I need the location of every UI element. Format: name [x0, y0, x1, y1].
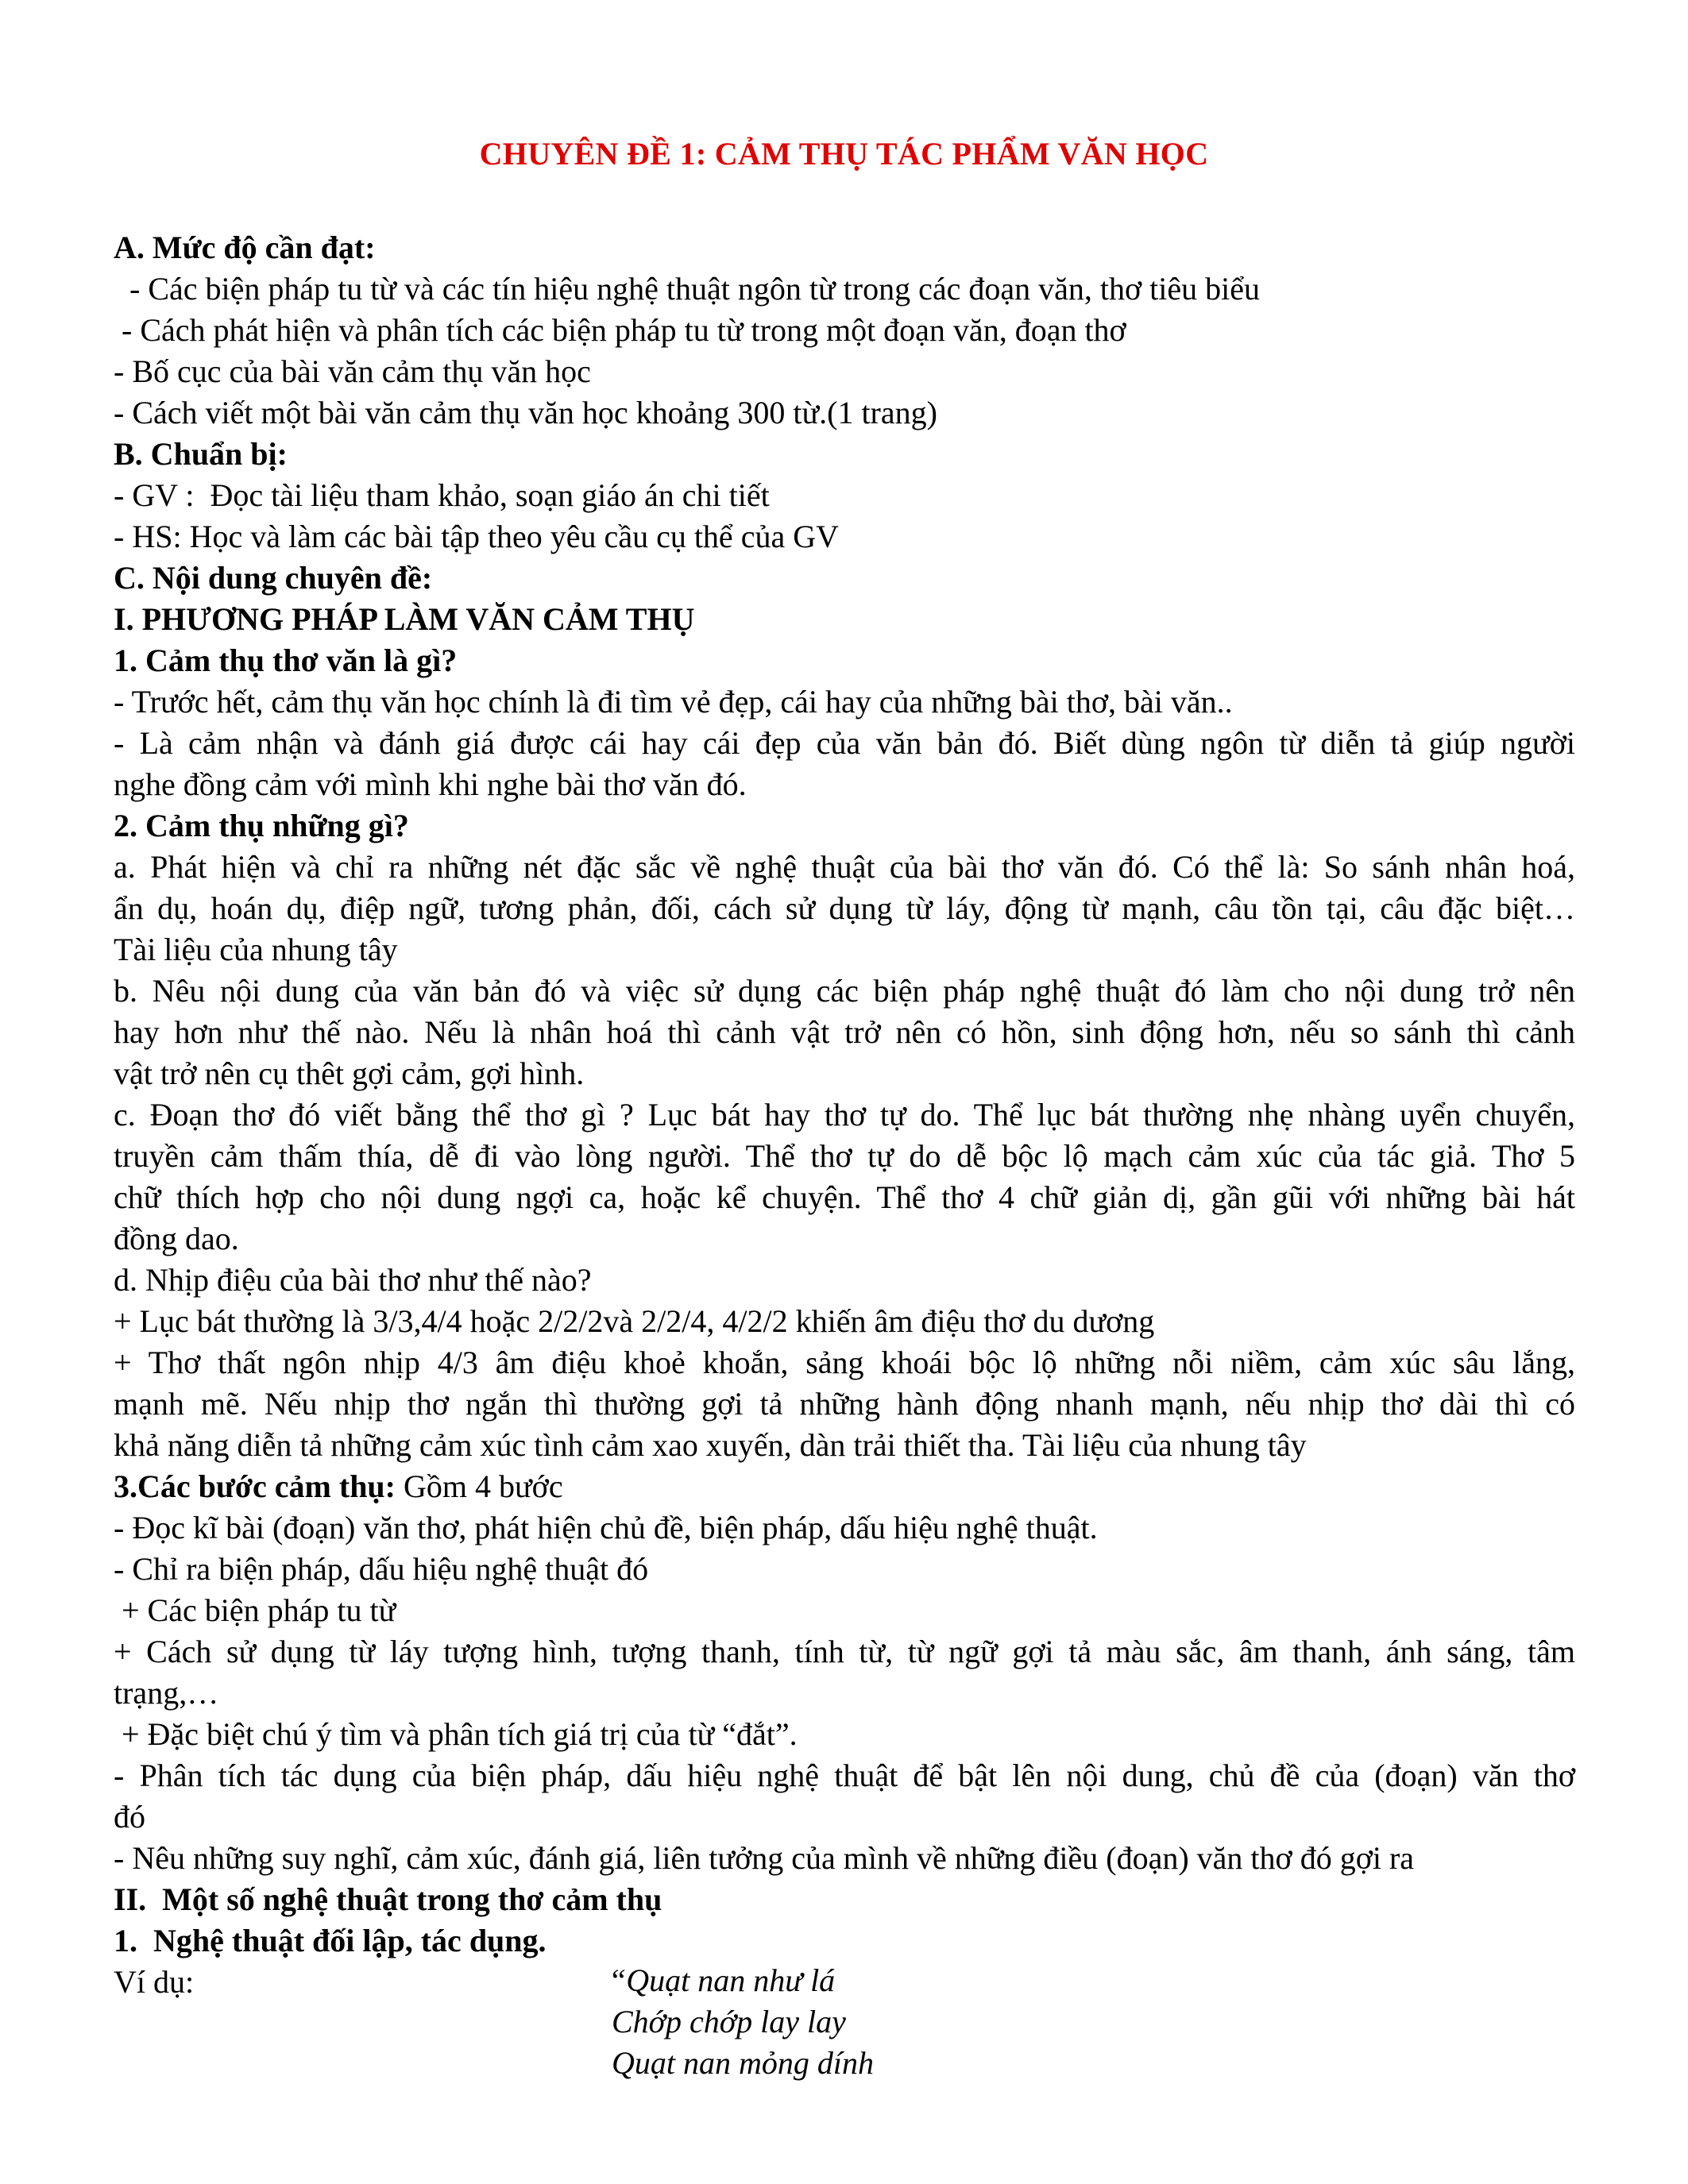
- poem-line: Quạt nan mỏng dính: [612, 2045, 874, 2081]
- section-heading-a: A. Mức độ cần đạt:: [114, 230, 376, 265]
- section-heading-c: C. Nội dung chuyên đề:: [114, 560, 433, 596]
- text-line: a. Phát hiện và chỉ ra những nét đặc sắc về nghệ thuật của bài thơ văn đó. Có thể là: So sánh nhân hoá,: [114, 849, 1575, 885]
- text-line: + Các biện pháp tu từ: [114, 1592, 396, 1628]
- section-heading-ii: II. Một số nghệ thuật trong thơ cảm thụ: [114, 1881, 662, 1917]
- text-line: Tài liệu của nhung tây: [114, 932, 398, 967]
- text-line: b. Nêu nội dung của văn bản đó và việc sử dụng các biện pháp nghệ thuật đó làm cho nội dung trở nên: [114, 973, 1575, 1009]
- text-line: trạng,…: [114, 1675, 219, 1711]
- text-line: - Là cảm nhận và đánh giá được cái hay cái đẹp của văn bản đó. Biết dùng ngôn từ diễn tả giúp người: [114, 725, 1575, 761]
- subsection-heading: 1. Nghệ thuật đối lập, tác dụng.: [114, 1923, 547, 1958]
- text-line: + Thơ thất ngôn nhịp 4/3 âm điệu khoẻ khoắn, sảng khoái bộc lộ những nỗi niềm, cảm xúc sâu lắng,: [114, 1345, 1575, 1380]
- text-line: mạnh mẽ. Nếu nhịp thơ ngắn thì thường gợi tả những hành động nhanh mạnh, nếu nhịp thơ dài thì có: [114, 1386, 1575, 1422]
- steps-heading: 3.Các bước cảm thụ:: [114, 1468, 396, 1504]
- text-line: - Phân tích tác dụng của biện pháp, dấu hiệu nghệ thuật để bật lên nội dung, chủ đề của (đoạn) văn thơ: [114, 1758, 1575, 1793]
- text-line: đó: [114, 1799, 145, 1835]
- text-line: ẩn dụ, hoán dụ, điệp ngữ, tương phản, đối, cách sử dụng từ láy, động từ mạnh, câu tồn tại, câu đặc biệt…: [114, 890, 1575, 926]
- poem-line: “Quạt nan như lá: [608, 1962, 836, 1998]
- text-line: d. Nhịp điệu của bài thơ như thế nào?: [114, 1262, 592, 1298]
- text-line: đồng dao.: [114, 1221, 239, 1256]
- example-label: Ví dụ:: [114, 1964, 195, 2000]
- text-line: + Cách sử dụng từ láy tượng hình, tượng thanh, tính từ, từ ngữ gợi tả màu sắc, âm thanh, ánh sáng, tâm: [114, 1634, 1575, 1669]
- text-line: khả năng diễn tả những cảm xúc tình cảm xao xuyến, dàn trải thiết tha. Tài liệu của nhung tây: [114, 1427, 1307, 1463]
- text-line: - Cách phát hiện và phân tích các biện pháp tu từ trong một đoạn văn, đoạn thơ: [114, 312, 1126, 348]
- poem-line: Chớp chớp lay lay: [612, 2004, 846, 2039]
- subsection-heading: 2. Cảm thụ những gì?: [114, 808, 409, 843]
- text-line: + Đặc biệt chú ý tìm và phân tích giá trị của từ “đắt”.: [114, 1716, 798, 1752]
- text-line: - Đọc kĩ bài (đoạn) văn thơ, phát hiện chủ đề, biện pháp, dấu hiệu nghệ thuật.: [114, 1510, 1098, 1545]
- text-line: - HS: Học và làm các bài tập theo yêu cầu cụ thể của GV: [114, 519, 839, 554]
- text-line: - Chỉ ra biện pháp, dấu hiệu nghệ thuật đó: [114, 1551, 649, 1587]
- text-line: - Cách viết một bài văn cảm thụ văn học khoảng 300 từ.(1 trang): [114, 395, 937, 430]
- text-line: chữ thích hợp cho nội dung ngợi ca, hoặc kể chuyện. Thể thơ 4 chữ giản dị, gần gũi với những bài hát: [114, 1179, 1575, 1215]
- text-line: - Các biện pháp tu từ và các tín hiệu nghệ thuật ngôn từ trong các đoạn văn, thơ tiêu biểu: [114, 271, 1260, 307]
- text-line: hay hơn như thế nào. Nếu là nhân hoá thì cảnh vật trở nên có hồn, sinh động hơn, nếu so sánh thì cảnh: [114, 1014, 1575, 1050]
- text-line: - Nêu những suy nghĩ, cảm xúc, đánh giá, liên tưởng của mình về những điều (đoạn) văn thơ đó gợi ra: [114, 1840, 1415, 1876]
- text-line: c. Đoạn thơ đó viết bằng thể thơ gì ? Lục bát hay thơ tự do. Thể lục bát thường nhẹ nhàng uyển chuyển,: [114, 1097, 1575, 1133]
- steps-count: Gồm 4 bước: [404, 1468, 563, 1504]
- text-line: - Bố cục của bài văn cảm thụ văn học: [114, 353, 591, 389]
- text-line: + Lục bát thường là 3/3,4/4 hoặc 2/2/2và 2/2/4, 4/2/2 khiến âm điệu thơ du dương: [114, 1303, 1155, 1339]
- text-line: truyền cảm thấm thía, dễ đi vào lòng người. Thể thơ tự do dễ bộc lộ mạch cảm xúc của tác giả. Thơ 5: [114, 1138, 1575, 1174]
- text-line: nghe đồng cảm với mình khi nghe bài thơ văn đó.: [114, 766, 747, 802]
- section-heading-i: I. PHƯƠNG PHÁP LÀM VĂN CẢM THỤ: [114, 601, 695, 637]
- text-line: vật trở nên cụ thêt gợi cảm, gợi hình.: [114, 1055, 585, 1091]
- section-heading-b: B. Chuẩn bị:: [114, 436, 288, 472]
- steps-line: [114, 1466, 563, 1507]
- text-line: - Trước hết, cảm thụ văn học chính là đi tìm vẻ đẹp, cái hay của những bài thơ, bài văn..: [114, 684, 1233, 720]
- text-line: - GV : Đọc tài liệu tham khảo, soạn giáo án chi tiết: [114, 477, 770, 513]
- page-title: CHUYÊN ĐỀ 1: CẢM THỤ TÁC PHẨM VĂN HỌC: [479, 136, 1209, 172]
- subsection-heading: 1. Cảm thụ thơ văn là gì?: [114, 642, 458, 678]
